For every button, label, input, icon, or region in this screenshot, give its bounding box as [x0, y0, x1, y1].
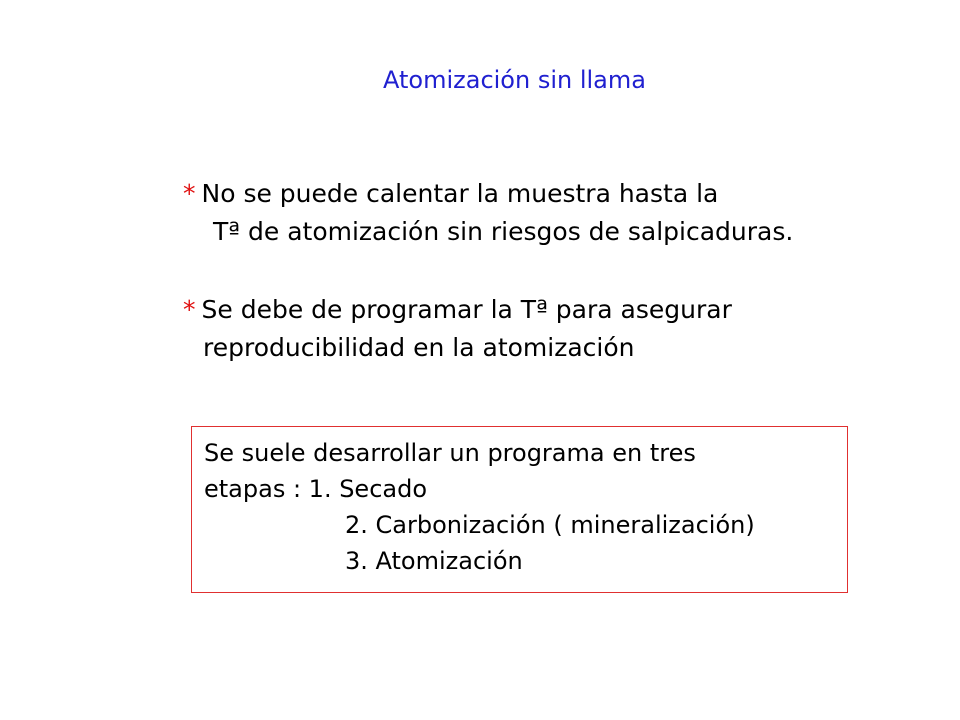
bullet-text: No se puede calentar la muestra hasta la [201, 179, 719, 208]
bullet-line [183, 175, 793, 213]
box-line: etapas : 1. Secado [204, 475, 428, 503]
bullet-text: Se debe de programar la Tª para asegurar [201, 295, 732, 324]
bullet-line: Tª de atomización sin riesgos de salpicaduras. [213, 217, 794, 246]
program-stages-box [191, 426, 848, 593]
box-line: 2. Carbonización ( mineralización) [345, 511, 755, 539]
bullet-point-2 [183, 291, 732, 367]
bullet-line: reproducibilidad en la atomización [203, 333, 635, 362]
slide-title: Atomización sin llama [383, 66, 646, 94]
bullet-line [183, 291, 732, 329]
box-line: 3. Atomización [345, 547, 523, 575]
bullet-marker: * [183, 295, 196, 324]
program-stages-text [204, 435, 755, 579]
bullet-marker: * [183, 179, 196, 208]
bullet-point-1 [183, 175, 793, 251]
box-line: Se suele desarrollar un programa en tres [204, 439, 696, 467]
